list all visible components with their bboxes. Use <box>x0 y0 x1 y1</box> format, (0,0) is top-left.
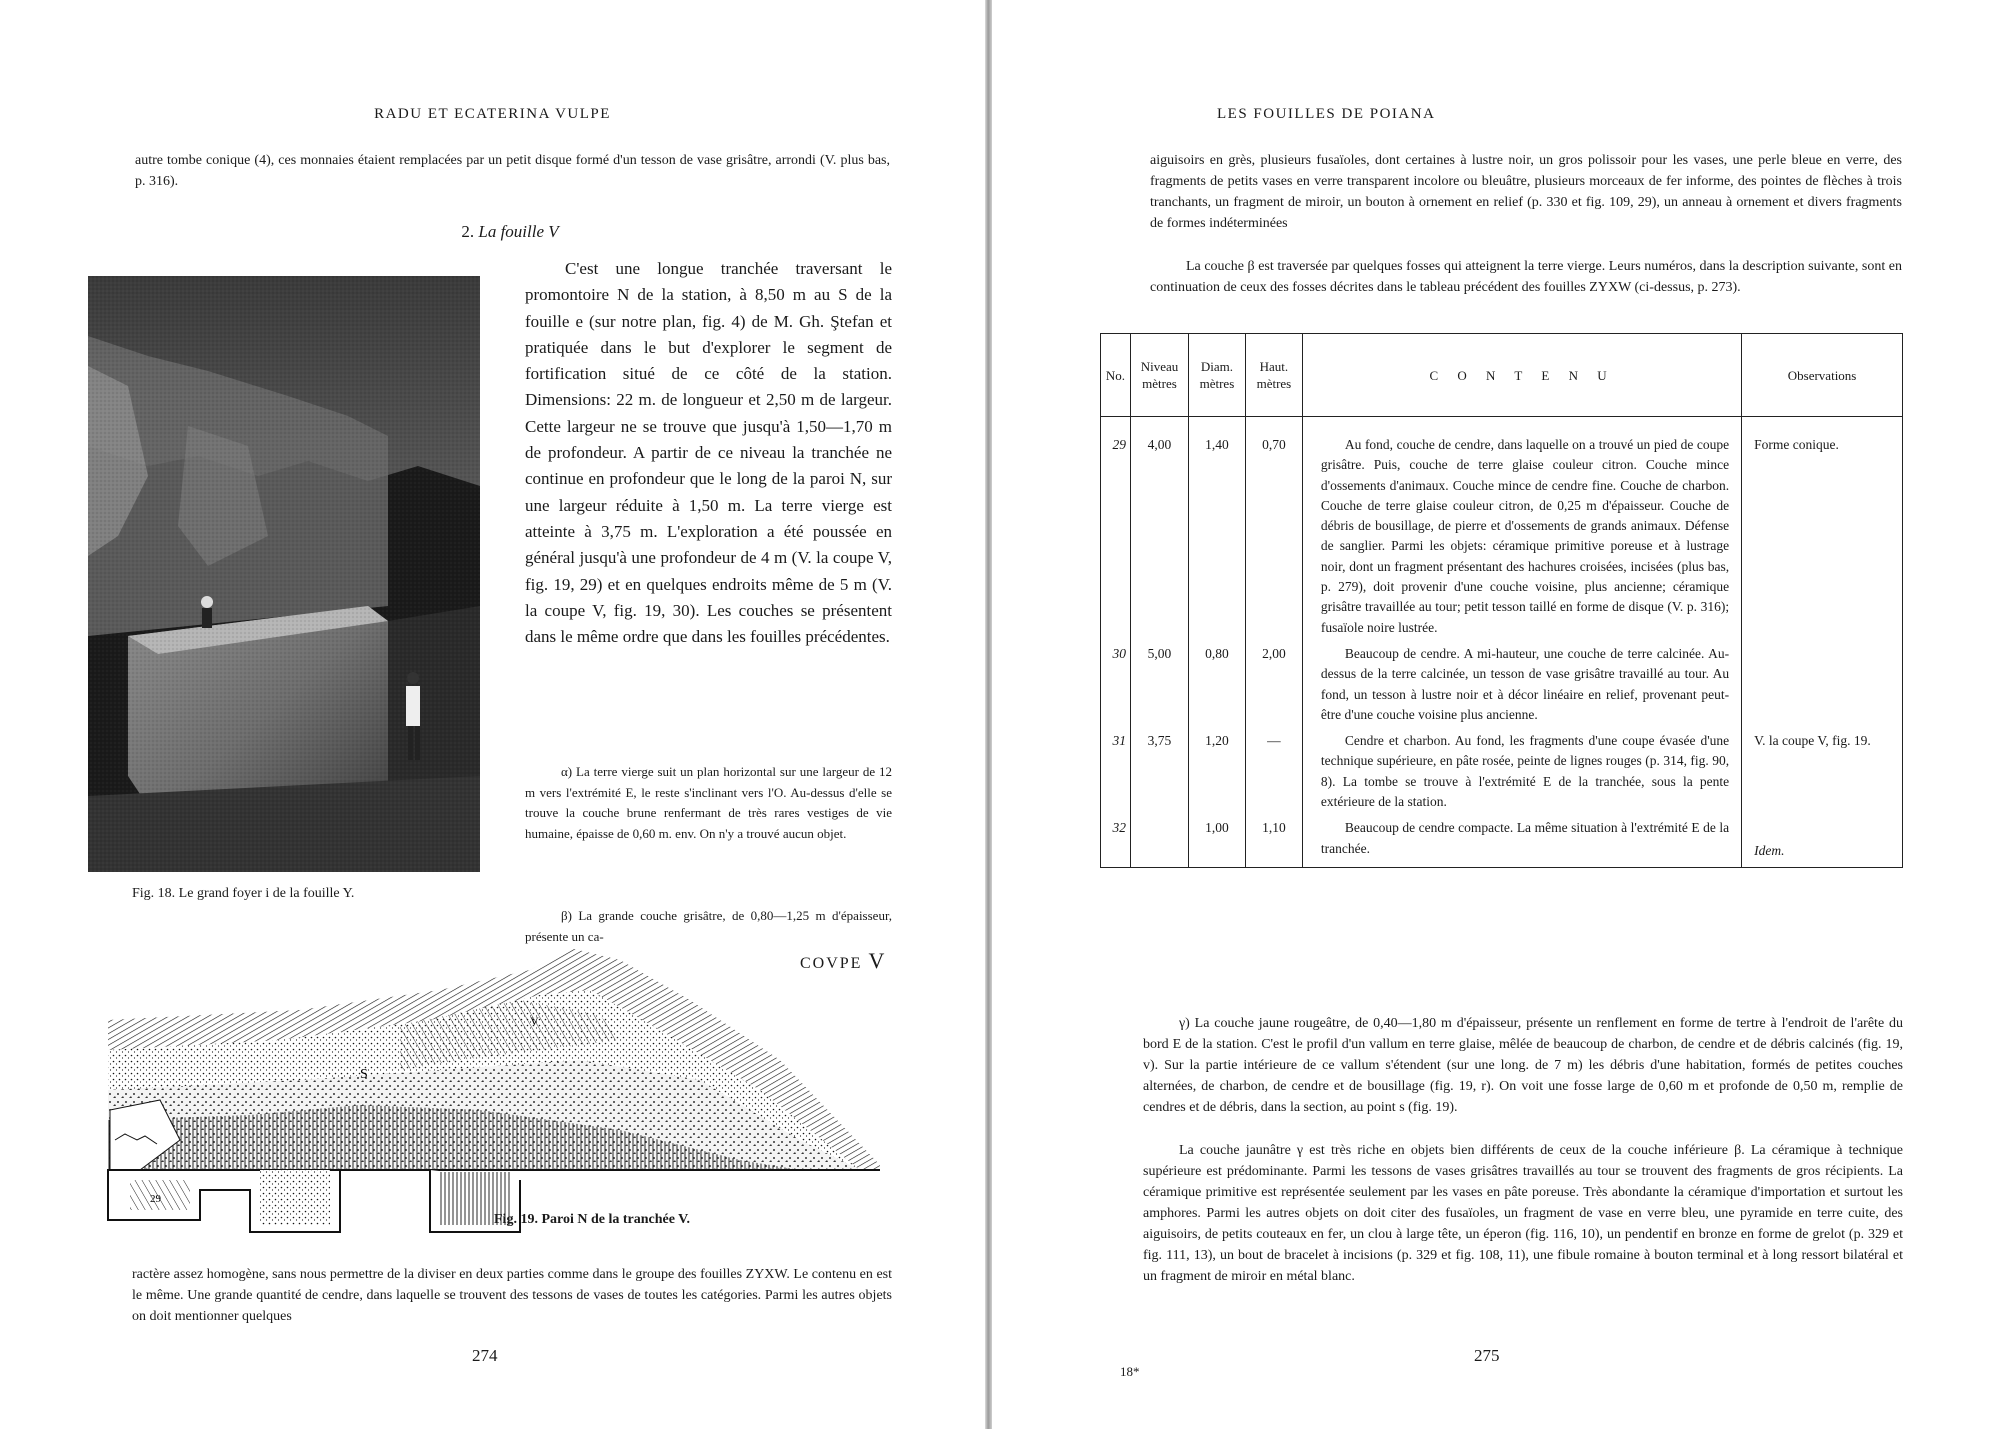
col-no: No. <box>1101 334 1131 417</box>
section-heading-number: 2. <box>461 222 475 241</box>
layer-label-v: V <box>530 1014 539 1028</box>
table-row <box>1101 417 1903 641</box>
col-contenu: C O N T E N U <box>1302 334 1741 417</box>
table-row <box>1101 728 1903 815</box>
row-contenu <box>1302 815 1741 867</box>
coupe-label-letter: V <box>868 948 887 973</box>
row-haut: 1,10 <box>1245 815 1302 867</box>
intro-paragraph: autre tombe conique (4), ces monnaies étaient remplacées par un petit disque formé d'un tesson de vase grisâtre, arrondi (V. plus bas, p. 316). <box>135 153 890 189</box>
main-paragraph: C'est une longue tranchée traversant le promontoire N de la station, à 8,50 m au S de la fouille e (sur notre plan, fig. 4) de M. Gh. Ştefan et pratiquée dans le but d'explorer le segment de fortification situé de ce côté de la station. Dimensions: 22 m. de longueur et 2,50 m de largeur. Cette largeur ne se trouve que jusqu'à 1,50—1,70 m de profondeur. A partir de ce niveau la tranchée ne continue en profondeur que le long de la paroi N, sur une largeur réduite à 1,50 m. La terre vierge est atteinte à 3,75 m. L'exploration a été poussée en général jusqu'à une profondeur de 4 m (V. la coupe V, fig. 19, 29) et en quelques endroits même de 5 m (V. la coupe V, fig. 19, 30). Les couches se présentent dans le même ordre que dans les fouilles précédentes. <box>525 259 892 647</box>
beta-paragraph: β) La grande couche grisâtre, de 0,80—1,25 m d'épaisseur, présente un ca- <box>525 908 892 944</box>
right-second-paragraph: La couche β est traversée par quelques fosses qui atteignent la terre vierge. Leurs numéros, dans la description suivante, sont en continuation de ceux des fosses décrites dans le tableau précédent des fouilles ZYXW (ci-dessus, p. 273). <box>1150 259 1902 295</box>
row-contenu <box>1302 728 1741 815</box>
row-observation: Forme conique. <box>1742 417 1903 641</box>
fig19-caption: Fig. 19. Paroi N de la tranchée V. <box>494 1212 690 1227</box>
row-observation <box>1742 641 1903 728</box>
row-haut: — <box>1245 728 1302 815</box>
table-row <box>1101 815 1903 867</box>
col-niveau: Niveau mètres <box>1130 334 1188 417</box>
excavation-photo-image <box>88 276 480 872</box>
left-page-number: 274 <box>472 1346 498 1365</box>
fosses-table <box>1100 333 1903 868</box>
row-contenu <box>1302 417 1741 641</box>
book-gutter <box>985 0 992 1429</box>
fig18-caption: Fig. 18. Le grand foyer i de la fouille Y. <box>132 886 355 901</box>
row-contenu-text: Beaucoup de cendre. A mi-hauteur, une couche de terre calcinée. Au-dessus de la terre calcinée, un tesson de vase grisâtre travaillé au tour. Au fond, un tesson à lustre noir et à décor linéaire en relief, provenant peut-être d'une couche voisine plus ancienne. <box>1320 645 1730 722</box>
gamma-paragraph: γ) La couche jaune rougeâtre, de 0,40—1,80 m d'épaisseur, présente un renflement en forme de tertre à l'endroit de l'arête du bord E de la station. C'est le profil d'un vallum en terre glaise, mêlée de beaucoup de charbon, de cendre et de débris calcinés (fig. 19, v). Sur la partie intérieure de ce vallum s'étendent (sur une long. de 7 m) les débris d'une habitation, formés de petites couches alternées, de charbon, de cendre et de bousillage (fig. 19, r). On voit une fosse large de 0,60 m et profonde de 0,50 m, remplie de cendres et de débris, dans la section, au point s (fig. 19). <box>1143 1016 1903 1115</box>
row-haut: 0,70 <box>1245 417 1302 641</box>
right-running-head: LES FOUILLES DE POIANA <box>1217 106 1436 122</box>
row-contenu-text: Beaucoup de cendre compacte. La même situation à l'extrémité E de la tranchée. <box>1320 820 1730 856</box>
row-contenu <box>1302 641 1741 728</box>
coupe-label-text: COVPE <box>800 955 863 972</box>
row-niveau: 4,00 <box>1130 417 1188 641</box>
row-no: 31 <box>1101 728 1131 815</box>
section-heading <box>380 222 640 242</box>
table-header-row <box>1101 334 1903 417</box>
section-heading-title: La fouille V <box>478 222 559 241</box>
fig18-photograph <box>88 276 480 872</box>
last-paragraph: La couche jaunâtre γ est très riche en objets bien différents de ceux de la couche inférieure β. La céramique à technique supérieure est prédominante. Parmi les tessons de vases grisâtres travaillés au tour se trouvent des fragments de gros récipients. La céramique primitive est représentée seulement par les vases en pâte poreuse. Très abondante la céramique d'importation et surtout les amphores. Parmi les autres objets on doit citer des fusaïoles, un fragment de vase en verre bleu, une pyramide en terre cuite, des aiguisoirs, de petits couteaux en fer, un clou à large tête, un éperon (fig. 116, 10), un pendentif en bronze en forme de grelot (p. 329 et fig. 111, 13), un bout de bracelet à incisions (p. 329 et fig. 108, 11), une fibule romaine à bouton terminal et à long ressort bilatéral et un fragment de miroir en métal blanc. <box>1143 1143 1903 1284</box>
alpha-paragraph: α) La terre vierge suit un plan horizontal sur une largeur de 12 m vers l'extrémité E, le reste s'inclinant vers l'O. Au-dessus d'elle se trouve la couche brune renfermant de très rares vestiges de vie humaine, épaisse de 0,60 m. env. On n'y a trouvé aucun objet. <box>525 764 892 841</box>
row-no: 29 <box>1101 417 1131 641</box>
workman-figure-1 <box>201 596 213 628</box>
row-haut: 2,00 <box>1245 641 1302 728</box>
row-niveau: 3,75 <box>1130 728 1188 815</box>
row-contenu-text: Cendre et charbon. Au fond, les fragments d'une coupe évasée d'une technique supérieure, en pâte rosée, peinte de lignes rouges (p. 314, fig. 90, 8). La tombe se trouve à l'extrémité E de la tranchée, sous la pente extérieure de la station. <box>1320 733 1730 810</box>
col-observations: Observations <box>1742 334 1903 417</box>
row-niveau: 5,00 <box>1130 641 1188 728</box>
row-observation: Idem. <box>1742 815 1903 867</box>
layer-label-29: 29 <box>150 1193 161 1205</box>
fig19-section-drawing <box>100 940 880 1240</box>
col-diam: Diam. mètres <box>1188 334 1245 417</box>
table-row <box>1101 641 1903 728</box>
stratigraphy-diagram <box>100 940 880 1240</box>
row-contenu-text: Au fond, couche de cendre, dans laquelle on a trouvé un pied de coupe grisâtre. Puis, couche de terre glaise couleur citron. Couche mince d'ossements d'animaux. Couche mince de cendre fine. Couche de charbon. Couche de terre glaise couleur citron, de 0,25 m d'épaisseur. Couche de débris de bousillage, de pierre et d'ossements de grands animaux. Défense de sanglier. Parmi les objets: céramique primitive poreuse et à lustrage noir, dont un fragment présentant des hachures croisées, incisées (plus bas, p. 279), doit provenir d'une couche voisine, plus ancienne; céramique grisâtre travaillée au tour; petit tesson taillé en forme de disque (V. p. 316); fusaïole noire lustrée. <box>1320 437 1730 635</box>
row-no: 32 <box>1101 815 1131 867</box>
row-diam: 0,80 <box>1188 641 1245 728</box>
left-page <box>0 0 985 1429</box>
row-diam: 1,20 <box>1188 728 1245 815</box>
right-page-number: 275 <box>1474 1346 1500 1365</box>
row-diam: 1,00 <box>1188 815 1245 867</box>
col-haut: Haut. mètres <box>1245 334 1302 417</box>
right-top-paragraph: aiguisoirs en grès, plusieurs fusaïoles, dont certaines à lustre noir, un gros polissoir pour les vases, une perle bleue en verre, des fragments de petits vases en verre transparent incolore ou bleuâtre, plusieurs morceaux de fer informe, des pointes de flèches à trois tranchants, un fragment de miroir, un bouton à ornement en relief (p. 330 et fig. 109, 29), un anneau à ornement et divers fragments de formes indéterminées <box>1150 153 1902 231</box>
row-observation: V. la coupe V, fig. 19. <box>1742 728 1903 815</box>
row-no: 30 <box>1101 641 1131 728</box>
row-diam: 1,40 <box>1188 417 1245 641</box>
signature-mark: 18* <box>1120 1364 1140 1379</box>
left-running-head: RADU ET ECATERINA VULPE <box>374 106 611 122</box>
layer-label-s: S <box>360 1067 368 1082</box>
row-niveau <box>1130 815 1188 867</box>
bottom-paragraph: ractère assez homogène, sans nous permettre de la diviser en deux parties comme dans le groupe des fouilles ZYXW. Le contenu en est le même. Une grande quantité de cendre, dans laquelle se trouvent des tessons de vases de toutes les catégories. Parmi les autres objets on doit mentionner quelques <box>132 1267 892 1324</box>
